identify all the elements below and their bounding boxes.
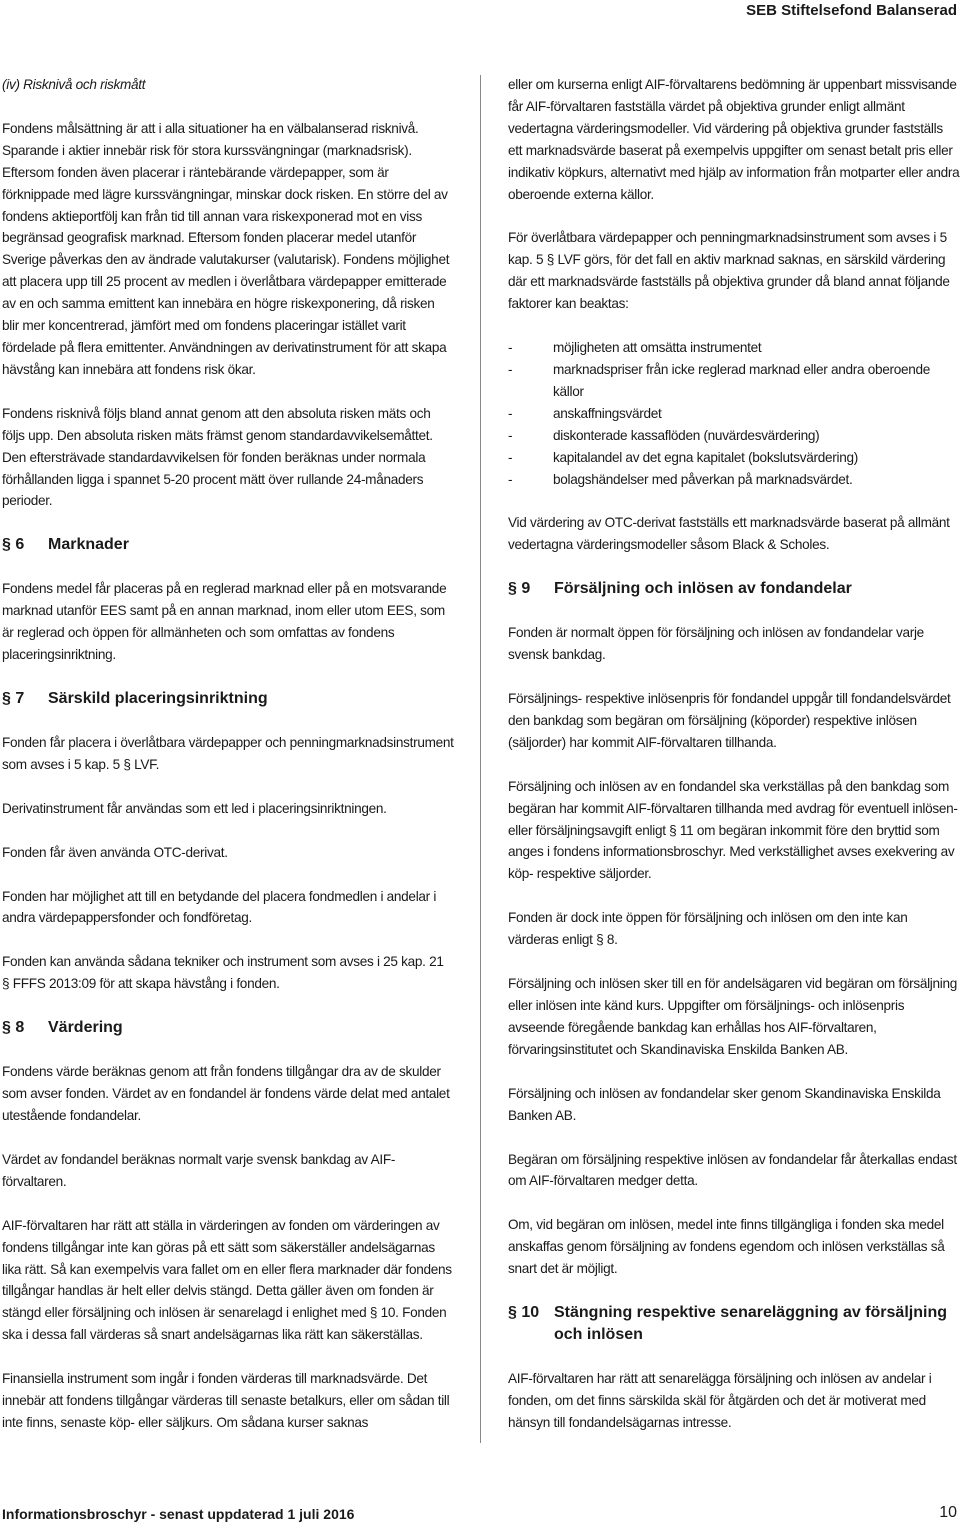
paragraph: Fondens medel får placeras på en reglerad marknad eller på en motsvarande marknad utanför EES samt på en annan marknad, inom eller utom EES, som är reglerad och öppen för allmänheten och som omfattas av fondens placeringsinriktning.: [2, 581, 447, 663]
footer-document-info: Informationsbroschyr - senast uppdaterad 1 juli 2016: [2, 1506, 355, 1522]
paragraph: För överlåtbara värdepapper och penningmarknadsinstrument som avses i 5 kap. 5 § LVF görs, för det fall en aktiv marknad saknas, en särskild värdering där ett marknadsvärde fastställs på objektiva grunder då bland annat följande faktorer kan beaktas:: [508, 230, 950, 312]
list-dash: -: [508, 449, 513, 465]
list-dash: -: [508, 361, 513, 377]
paragraph: Fonden är dock inte öppen för försäljning och inlösen om den inte kan värderas enligt § 8.: [508, 910, 908, 948]
paragraph: Finansiella instrument som ingår i fonden värderas till marknadsvärde. Det innebär att fondens tillgångar värderas till senaste betalkurs, eller om sådan till inte finns, senaste köp- eller säljkurs. Om sådana kurser saknas: [2, 1371, 450, 1430]
paragraph: eller om kurserna enligt AIF-förvaltarens bedömning är uppenbart missvisande får AIF-förvaltaren fastställa värdet på objektiva grunder enligt allmänt vedertagna värderingsmodeller. Vid värdering på objektiva grunder fastställs ett marknadsvärde baserat på exempelvis uppgifter om senast betalt pris eller indikativ köpkurs, alternativt med hjälp av information från motparter eller andra oberoende externa källor.: [508, 77, 960, 202]
subsection-heading: (iv) Risknivå och riskmått: [2, 77, 146, 92]
paragraph: AIF-förvaltaren har rätt att ställa in värderingen av fonden om värderingen av fondens tillgångar inte kan göras på ett sätt som säkerställer andelsägarnas lika rätt. Så kan exempelvis vara fallet om en eller flera marknader där fondens tillgångar handlas är helt eller delvis stängd. Detta gäller även om fonden är stängd eller försäljning och inlösen är senarelagd i enlighet med § 10. Fonden ska i dessa fall värderas så snart andelsägarnas lika rätt kan säkerställas.: [2, 1217, 452, 1343]
paragraph: Fonden är normalt öppen för försäljning och inlösen av fondandelar varje svensk bankdag.: [508, 625, 924, 663]
paragraph: Om, vid begäran om inlösen, medel inte finns tillgängliga i fonden ska medel anskaffas genom försäljning av fondens egendom och inlösen verkställas så snart det är möjligt.: [508, 1217, 945, 1277]
list-item-text: marknadspriser från icke reglerad marknad eller andra oberoende källor: [553, 361, 931, 399]
section-heading-8: [2, 1017, 454, 1039]
list-dash: -: [508, 427, 513, 443]
section-title: Marknader: [48, 536, 129, 554]
list-dash: -: [508, 340, 513, 356]
list-item: [508, 447, 960, 469]
section-number: § 7: [2, 689, 25, 707]
paragraph: Derivatinstrument får användas som ett led i placeringsinriktningen.: [2, 800, 387, 816]
list-item: [508, 403, 960, 425]
document-header-title: SEB Stiftelsefond Balanserad: [746, 2, 957, 19]
paragraph: Försäljning och inlösen av en fondandel ska verkställas på den bankdag som begäran har kommit AIF-förvaltaren tillhanda med avdrag för eventuell inlösen- eller försäljningsavgift enligt § 11 om begäran inkommit före den bryttid som anges i fondens informationsbroschyr. Med verkställighet avses exekvering av köp- respektive säljorder.: [508, 778, 958, 882]
list-item: [508, 337, 960, 359]
paragraph: AIF-förvaltaren har rätt att senarelägga försäljning och inlösen av andelar i fonden, om det finns särskilda skäl för åtgärden och det är motiverat med hänsyn till fondandelsägarnas intresse.: [508, 1371, 932, 1430]
section-heading-7: [2, 688, 454, 710]
section-title: Värdering: [48, 1019, 123, 1037]
paragraph: Fondens risknivå följs bland annat genom att den absoluta risken mäts och följs upp. Den absoluta risken mäts främst genom standardavvikelsemåttet. Den eftersträvade standardavvikelsen för fonden beräknas under normala förhållanden ligga i spannet 5-20 procent mätt över rullande 24-månaders perioder.: [2, 405, 433, 509]
left-column: [2, 74, 454, 1434]
column-divider: [480, 75, 481, 1443]
paragraph: Begäran om försäljning respektive inlösen av fondandelar får återkallas endast om AIF-förvaltaren medger detta.: [508, 1151, 957, 1189]
list-item-text: anskaffningsvärdet: [553, 405, 662, 421]
paragraph: Fonden har möjlighet att till en betydande del placera fondmedlen i andelar i andra värdepappersfonder och fondföretag.: [2, 888, 437, 926]
paragraph: Fonden kan använda sådana tekniker och instrument som avses i 25 kap. 21 § FFFS 2013:09 för att skapa hävstång i fonden.: [2, 954, 444, 992]
list-item-text: kapitalandel av det egna kapitalet (bokslutsvärdering): [553, 449, 858, 465]
paragraph: Fonden får placera i överlåtbara värdepapper och penningmarknadsinstrument som avses i 5 kap. 5 § LVF.: [2, 734, 454, 772]
section-heading-10: [508, 1302, 960, 1346]
list-item: [508, 469, 960, 491]
paragraph: Försäljning och inlösen av fondandelar sker genom Skandinaviska Enskilda Banken AB.: [508, 1085, 941, 1123]
list-dash: -: [508, 471, 513, 487]
section-number: § 10: [508, 1304, 540, 1322]
paragraph: Fondens målsättning är att i alla situationer ha en välbalanserad risknivå. Sparande i aktier innebär risk för stora kurssvängningar (marknadsrisk). Eftersom fonden även placerar i räntebärande värdepapper, som är förknippade med lägre kurssvängningar, minskar dock risken. En större del av fondens aktieportfölj kan från tid till annan vara riskexponerad mot en viss begränsad geografisk marknad. Eftersom fonden placerar medel utanför Sverige påverkas den av ändrade valutakurser (valutarisk). Fondens möjlighet att placera upp till 25 procent av medlen i överlåtbara värdepapper emitterade av en och samma emittent kan innebära en högre riskexponering, då risken blir mer koncentrerad, jämfört med om fondens placeringar istället varit fördelade på flera emittenter. Användningen av derivatinstrument för att skapa hävstång kan innebära att fondens risk ökar.: [2, 120, 450, 377]
right-column: [508, 74, 960, 1434]
paragraph: Fonden får även använda OTC-derivat.: [2, 844, 228, 860]
section-number: § 8: [2, 1019, 25, 1037]
list-item-text: möjligheten att omsätta instrumentet: [553, 340, 762, 356]
paragraph: Försäljnings- respektive inlösenpris för fondandel uppgår till fondandelsvärdet den bankdag som begäran om försäljning (köporder) respektive inlösen (säljorder) har kommit AIF-förvaltaren tillhanda.: [508, 691, 951, 750]
paragraph: Försäljning och inlösen sker till en för andelsägaren vid begäran om försäljning eller inlösen inte känd kurs. Uppgifter om försäljnings- och inlösenpris avseende föregående bankdag kan erhållas hos AIF-förvaltaren, förvaringsinstitutet och Skandinaviska Enskilda Banken AB.: [508, 976, 958, 1057]
list-item: [508, 425, 960, 447]
section-heading-6: [2, 534, 454, 556]
list-dash: -: [508, 405, 513, 421]
section-title: Särskild placeringsinriktning: [48, 689, 268, 707]
section-title: Stängning respektive senareläggning av försäljning och inlösen: [554, 1304, 947, 1344]
page-number: 10: [939, 1504, 957, 1521]
paragraph: Fondens värde beräknas genom att från fondens tillgångar dra av de skulder som avser fonden. Värdet av en fondandel är fondens värde delat med antalet utestående fondandelar.: [2, 1064, 450, 1123]
valuation-factors-list: [508, 337, 960, 490]
section-number: § 9: [508, 580, 531, 598]
list-item: [508, 359, 960, 403]
section-number: § 6: [2, 536, 25, 554]
section-heading-9: [508, 578, 960, 600]
paragraph: Vid värdering av OTC-derivat fastställs ett marknadsvärde baserat på allmänt vedertagna värderingsmodeller såsom Black & Scholes.: [508, 515, 950, 553]
section-title: Försäljning och inlösen av fondandelar: [554, 580, 852, 598]
list-item-text: bolagshändelser med påverkan på marknadsvärdet.: [553, 471, 853, 487]
paragraph: Värdet av fondandel beräknas normalt varje svensk bankdag av AIF-förvaltaren.: [2, 1151, 396, 1189]
list-item-text: diskonterade kassaflöden (nuvärdesvärdering): [553, 427, 820, 443]
